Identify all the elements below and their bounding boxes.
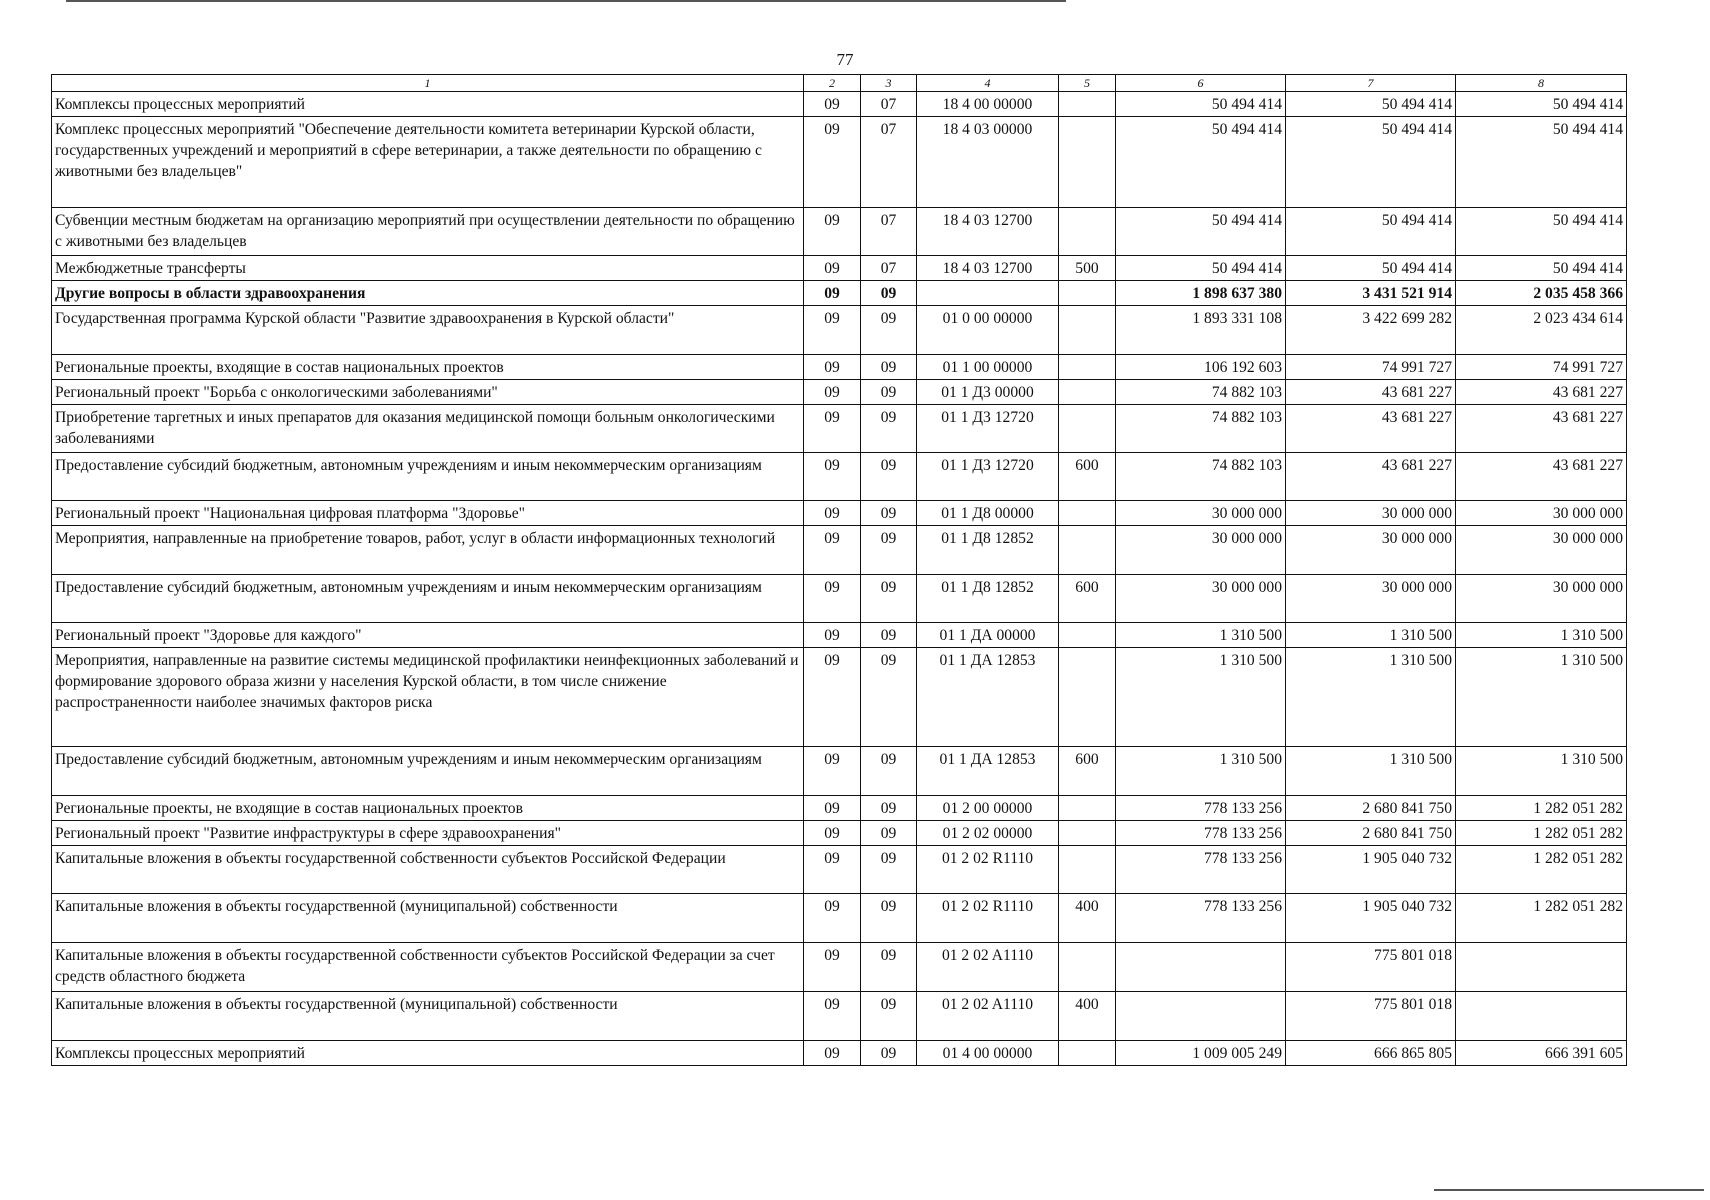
amount-col8-cell: 30 000 000 [1456, 526, 1627, 575]
amount-col7-cell: 2 680 841 750 [1286, 796, 1456, 821]
amount-col6-cell: 50 494 414 [1116, 256, 1286, 281]
amount-col7-cell: 43 681 227 [1286, 453, 1456, 501]
table-row [52, 526, 1627, 575]
section-code-cell: 09 [804, 453, 861, 501]
section-code-cell: 09 [804, 1041, 861, 1066]
amount-col8-cell [1456, 992, 1627, 1041]
table-row [52, 992, 1627, 1041]
table-row [52, 208, 1627, 256]
amount-col8-cell: 43 681 227 [1456, 453, 1627, 501]
amount-col7-cell: 775 801 018 [1286, 992, 1456, 1041]
section-code-cell: 09 [804, 575, 861, 623]
amount-col6-cell: 1 310 500 [1116, 648, 1286, 747]
amount-col8-cell: 1 282 051 282 [1456, 894, 1627, 943]
subsection-code-cell: 09 [861, 894, 917, 943]
expense-type-cell [1059, 943, 1116, 992]
expense-type-cell [1059, 306, 1116, 355]
amount-col8-cell: 1 310 500 [1456, 747, 1627, 796]
amount-col6-cell: 30 000 000 [1116, 526, 1286, 575]
top-rule [66, 0, 1066, 2]
amount-col6-cell: 778 133 256 [1116, 894, 1286, 943]
expense-type-cell [1059, 1041, 1116, 1066]
subsection-code-cell: 09 [861, 281, 917, 306]
amount-col8-cell: 50 494 414 [1456, 92, 1627, 117]
target-article-cell: 18 4 03 12700 [917, 208, 1059, 256]
target-article-cell: 01 2 02 R1110 [917, 894, 1059, 943]
subsection-code-cell: 07 [861, 256, 917, 281]
item-name-cell: Капитальные вложения в объекты государственной (муниципальной) собственности [52, 992, 804, 1041]
subsection-code-cell: 09 [861, 648, 917, 747]
table-row [52, 355, 1627, 380]
amount-col7-cell: 50 494 414 [1286, 208, 1456, 256]
expense-type-cell: 400 [1059, 894, 1116, 943]
amount-col7-cell: 1 310 500 [1286, 747, 1456, 796]
target-article-cell: 01 1 ДА 12853 [917, 747, 1059, 796]
amount-col6-cell: 74 882 103 [1116, 453, 1286, 501]
expense-type-cell [1059, 92, 1116, 117]
page-number: 77 [836, 50, 854, 69]
amount-col7-cell: 3 431 521 914 [1286, 281, 1456, 306]
amount-col8-cell: 74 991 727 [1456, 355, 1627, 380]
item-name-cell: Капитальные вложения в объекты государственной собственности субъектов Российской Федерации за счет средств областного бюджета [52, 943, 804, 992]
section-code-cell: 09 [804, 256, 861, 281]
table-row [52, 894, 1627, 943]
table-row [52, 501, 1627, 526]
subsection-code-cell: 07 [861, 208, 917, 256]
column-header: 1 [52, 75, 804, 92]
item-name-cell: Предоставление субсидий бюджетным, автономным учреждениям и иным некоммерческим организациям [52, 575, 804, 623]
amount-col8-cell: 1 282 051 282 [1456, 796, 1627, 821]
section-code-cell: 09 [804, 117, 861, 208]
amount-col6-cell: 778 133 256 [1116, 821, 1286, 846]
item-name-cell: Региональные проекты, не входящие в состав национальных проектов [52, 796, 804, 821]
amount-col8-cell: 2 023 434 614 [1456, 306, 1627, 355]
target-article-cell [917, 281, 1059, 306]
item-name-cell: Другие вопросы в области здравоохранения [52, 281, 804, 306]
amount-col8-cell: 2 035 458 366 [1456, 281, 1627, 306]
amount-col6-cell: 778 133 256 [1116, 846, 1286, 894]
amount-col6-cell: 1 310 500 [1116, 747, 1286, 796]
table-row [52, 648, 1627, 747]
table-row [52, 117, 1627, 208]
target-article-cell: 18 4 00 00000 [917, 92, 1059, 117]
subsection-code-cell: 09 [861, 623, 917, 648]
section-code-cell: 09 [804, 796, 861, 821]
amount-col7-cell: 30 000 000 [1286, 526, 1456, 575]
subsection-code-cell: 07 [861, 92, 917, 117]
amount-col6-cell: 106 192 603 [1116, 355, 1286, 380]
item-name-cell: Субвенции местным бюджетам на организацию мероприятий при осуществлении деятельности по обращению с животными без владельцев [52, 208, 804, 256]
table-row [52, 380, 1627, 405]
amount-col8-cell: 1 310 500 [1456, 648, 1627, 747]
subsection-code-cell: 09 [861, 943, 917, 992]
amount-col7-cell: 3 422 699 282 [1286, 306, 1456, 355]
subsection-code-cell: 09 [861, 405, 917, 453]
amount-col8-cell: 666 391 605 [1456, 1041, 1627, 1066]
amount-col7-cell: 43 681 227 [1286, 380, 1456, 405]
target-article-cell: 01 1 Д8 12852 [917, 526, 1059, 575]
column-header: 5 [1059, 75, 1116, 92]
amount-col6-cell: 1 009 005 249 [1116, 1041, 1286, 1066]
subsection-code-cell: 09 [861, 380, 917, 405]
amount-col7-cell: 30 000 000 [1286, 501, 1456, 526]
expense-type-cell [1059, 380, 1116, 405]
item-name-cell: Мероприятия, направленные на развитие системы медицинской профилактики неинфекционных заболеваний и формирование здорового образа жизни у населения Курской области, в том числе снижение распространенности наиболее значимых факторов риска [52, 648, 804, 747]
amount-col8-cell: 30 000 000 [1456, 501, 1627, 526]
column-header: 7 [1286, 75, 1456, 92]
item-name-cell: Приобретение таргетных и иных препаратов для оказания медицинской помощи больным онкологическими заболеваниями [52, 405, 804, 453]
amount-col6-cell: 778 133 256 [1116, 796, 1286, 821]
target-article-cell: 01 4 00 00000 [917, 1041, 1059, 1066]
target-article-cell: 01 2 02 A1110 [917, 943, 1059, 992]
expense-type-cell: 600 [1059, 747, 1116, 796]
amount-col8-cell [1456, 943, 1627, 992]
target-article-cell: 01 2 00 00000 [917, 796, 1059, 821]
section-code-cell: 09 [804, 281, 861, 306]
table-row [52, 256, 1627, 281]
item-name-cell: Предоставление субсидий бюджетным, автономным учреждениям и иным некоммерческим организациям [52, 453, 804, 501]
section-code-cell: 09 [804, 747, 861, 796]
expense-type-cell [1059, 208, 1116, 256]
amount-col8-cell: 1 282 051 282 [1456, 846, 1627, 894]
item-name-cell: Предоставление субсидий бюджетным, автономным учреждениям и иным некоммерческим организациям [52, 747, 804, 796]
amount-col6-cell: 1 893 331 108 [1116, 306, 1286, 355]
amount-col6-cell: 1 898 637 380 [1116, 281, 1286, 306]
amount-col8-cell: 50 494 414 [1456, 256, 1627, 281]
table-row [52, 281, 1627, 306]
target-article-cell: 01 1 Д3 12720 [917, 405, 1059, 453]
bottom-rule [1434, 1189, 1704, 1191]
amount-col8-cell: 50 494 414 [1456, 208, 1627, 256]
subsection-code-cell: 09 [861, 575, 917, 623]
table-row [52, 943, 1627, 992]
section-code-cell: 09 [804, 894, 861, 943]
item-name-cell: Региональные проекты, входящие в состав национальных проектов [52, 355, 804, 380]
target-article-cell: 01 1 ДА 12853 [917, 648, 1059, 747]
section-code-cell: 09 [804, 355, 861, 380]
expense-type-cell [1059, 355, 1116, 380]
subsection-code-cell: 09 [861, 501, 917, 526]
section-code-cell: 09 [804, 943, 861, 992]
table-row [52, 623, 1627, 648]
amount-col6-cell: 30 000 000 [1116, 575, 1286, 623]
section-code-cell: 09 [804, 623, 861, 648]
section-code-cell: 09 [804, 92, 861, 117]
expense-type-cell: 500 [1059, 256, 1116, 281]
section-code-cell: 09 [804, 846, 861, 894]
table-row [52, 405, 1627, 453]
amount-col7-cell: 1 905 040 732 [1286, 846, 1456, 894]
subsection-code-cell: 09 [861, 796, 917, 821]
amount-col7-cell: 666 865 805 [1286, 1041, 1456, 1066]
section-code-cell: 09 [804, 380, 861, 405]
amount-col6-cell: 30 000 000 [1116, 501, 1286, 526]
amount-col7-cell: 50 494 414 [1286, 256, 1456, 281]
amount-col7-cell: 2 680 841 750 [1286, 821, 1456, 846]
amount-col7-cell: 30 000 000 [1286, 575, 1456, 623]
amount-col8-cell: 30 000 000 [1456, 575, 1627, 623]
subsection-code-cell: 09 [861, 747, 917, 796]
amount-col6-cell: 50 494 414 [1116, 208, 1286, 256]
section-code-cell: 09 [804, 526, 861, 575]
expense-type-cell: 400 [1059, 992, 1116, 1041]
item-name-cell: Комплекс процессных мероприятий "Обеспечение деятельности комитета ветеринарии Курской области, государственных учреждений и мероприятий в сфере ветеринарии, а также деятельности по обращению с животными без владельцев" [52, 117, 804, 208]
expense-type-cell [1059, 623, 1116, 648]
item-name-cell: Государственная программа Курской области "Развитие здравоохранения в Курской области" [52, 306, 804, 355]
expense-type-cell [1059, 796, 1116, 821]
expense-type-cell [1059, 281, 1116, 306]
amount-col6-cell: 50 494 414 [1116, 117, 1286, 208]
subsection-code-cell: 07 [861, 117, 917, 208]
subsection-code-cell: 09 [861, 453, 917, 501]
section-code-cell: 09 [804, 208, 861, 256]
column-header: 3 [861, 75, 917, 92]
expense-type-cell [1059, 846, 1116, 894]
expense-type-cell [1059, 648, 1116, 747]
amount-col7-cell: 775 801 018 [1286, 943, 1456, 992]
amount-col6-cell: 74 882 103 [1116, 405, 1286, 453]
subsection-code-cell: 09 [861, 846, 917, 894]
expense-type-cell: 600 [1059, 453, 1116, 501]
target-article-cell: 18 4 03 00000 [917, 117, 1059, 208]
subsection-code-cell: 09 [861, 355, 917, 380]
target-article-cell: 01 1 Д3 12720 [917, 453, 1059, 501]
expense-type-cell [1059, 501, 1116, 526]
amount-col6-cell: 1 310 500 [1116, 623, 1286, 648]
column-header: 2 [804, 75, 861, 92]
amount-col6-cell: 74 882 103 [1116, 380, 1286, 405]
amount-col6-cell: 50 494 414 [1116, 92, 1286, 117]
target-article-cell: 01 2 02 R1110 [917, 846, 1059, 894]
item-name-cell: Капитальные вложения в объекты государственной (муниципальной) собственности [52, 894, 804, 943]
item-name-cell: Капитальные вложения в объекты государственной собственности субъектов Российской Федерации [52, 846, 804, 894]
amount-col8-cell: 43 681 227 [1456, 405, 1627, 453]
amount-col6-cell [1116, 943, 1286, 992]
item-name-cell: Региональный проект "Здоровье для каждого" [52, 623, 804, 648]
target-article-cell: 01 0 00 00000 [917, 306, 1059, 355]
amount-col8-cell: 1 282 051 282 [1456, 821, 1627, 846]
subsection-code-cell: 09 [861, 992, 917, 1041]
amount-col7-cell: 1 905 040 732 [1286, 894, 1456, 943]
target-article-cell: 01 2 02 00000 [917, 821, 1059, 846]
amount-col7-cell: 1 310 500 [1286, 648, 1456, 747]
expense-type-cell: 600 [1059, 575, 1116, 623]
section-code-cell: 09 [804, 501, 861, 526]
table-row [52, 796, 1627, 821]
table-row [52, 453, 1627, 501]
table-row [52, 1041, 1627, 1066]
item-name-cell: Региональный проект "Национальная цифровая платформа "Здоровье" [52, 501, 804, 526]
item-name-cell: Комплексы процессных мероприятий [52, 92, 804, 117]
subsection-code-cell: 09 [861, 821, 917, 846]
section-code-cell: 09 [804, 648, 861, 747]
section-code-cell: 09 [804, 821, 861, 846]
section-code-cell: 09 [804, 306, 861, 355]
target-article-cell: 01 1 Д3 00000 [917, 380, 1059, 405]
item-name-cell: Региональный проект "Борьба с онкологическими заболеваниями" [52, 380, 804, 405]
subsection-code-cell: 09 [861, 306, 917, 355]
amount-col7-cell: 50 494 414 [1286, 117, 1456, 208]
item-name-cell: Межбюджетные трансферты [52, 256, 804, 281]
table-row [52, 821, 1627, 846]
subsection-code-cell: 09 [861, 526, 917, 575]
expense-type-cell [1059, 117, 1116, 208]
column-number-row [52, 75, 1627, 92]
amount-col7-cell: 74 991 727 [1286, 355, 1456, 380]
item-name-cell: Мероприятия, направленные на приобретение товаров, работ, услуг в области информационных технологий [52, 526, 804, 575]
table-row [52, 846, 1627, 894]
target-article-cell: 01 1 Д8 12852 [917, 575, 1059, 623]
expense-type-cell [1059, 405, 1116, 453]
section-code-cell: 09 [804, 992, 861, 1041]
amount-col6-cell [1116, 992, 1286, 1041]
target-article-cell: 01 1 Д8 00000 [917, 501, 1059, 526]
column-header: 8 [1456, 75, 1627, 92]
subsection-code-cell: 09 [861, 1041, 917, 1066]
target-article-cell: 01 1 00 00000 [917, 355, 1059, 380]
table-row [52, 92, 1627, 117]
target-article-cell: 01 2 02 A1110 [917, 992, 1059, 1041]
item-name-cell: Комплексы процессных мероприятий [52, 1041, 804, 1066]
amount-col8-cell: 1 310 500 [1456, 623, 1627, 648]
table-row [52, 575, 1627, 623]
expense-type-cell [1059, 526, 1116, 575]
amount-col8-cell: 50 494 414 [1456, 117, 1627, 208]
section-code-cell: 09 [804, 405, 861, 453]
expense-type-cell [1059, 821, 1116, 846]
column-header: 6 [1116, 75, 1286, 92]
amount-col7-cell: 1 310 500 [1286, 623, 1456, 648]
budget-table [51, 74, 1627, 1066]
column-header: 4 [917, 75, 1059, 92]
table-row [52, 747, 1627, 796]
table-body [52, 92, 1627, 1066]
amount-col7-cell: 50 494 414 [1286, 92, 1456, 117]
target-article-cell: 01 1 ДА 00000 [917, 623, 1059, 648]
amount-col7-cell: 43 681 227 [1286, 405, 1456, 453]
amount-col8-cell: 43 681 227 [1456, 380, 1627, 405]
item-name-cell: Региональный проект "Развитие инфраструктуры в сфере здравоохранения" [52, 821, 804, 846]
table-row [52, 306, 1627, 355]
target-article-cell: 18 4 03 12700 [917, 256, 1059, 281]
